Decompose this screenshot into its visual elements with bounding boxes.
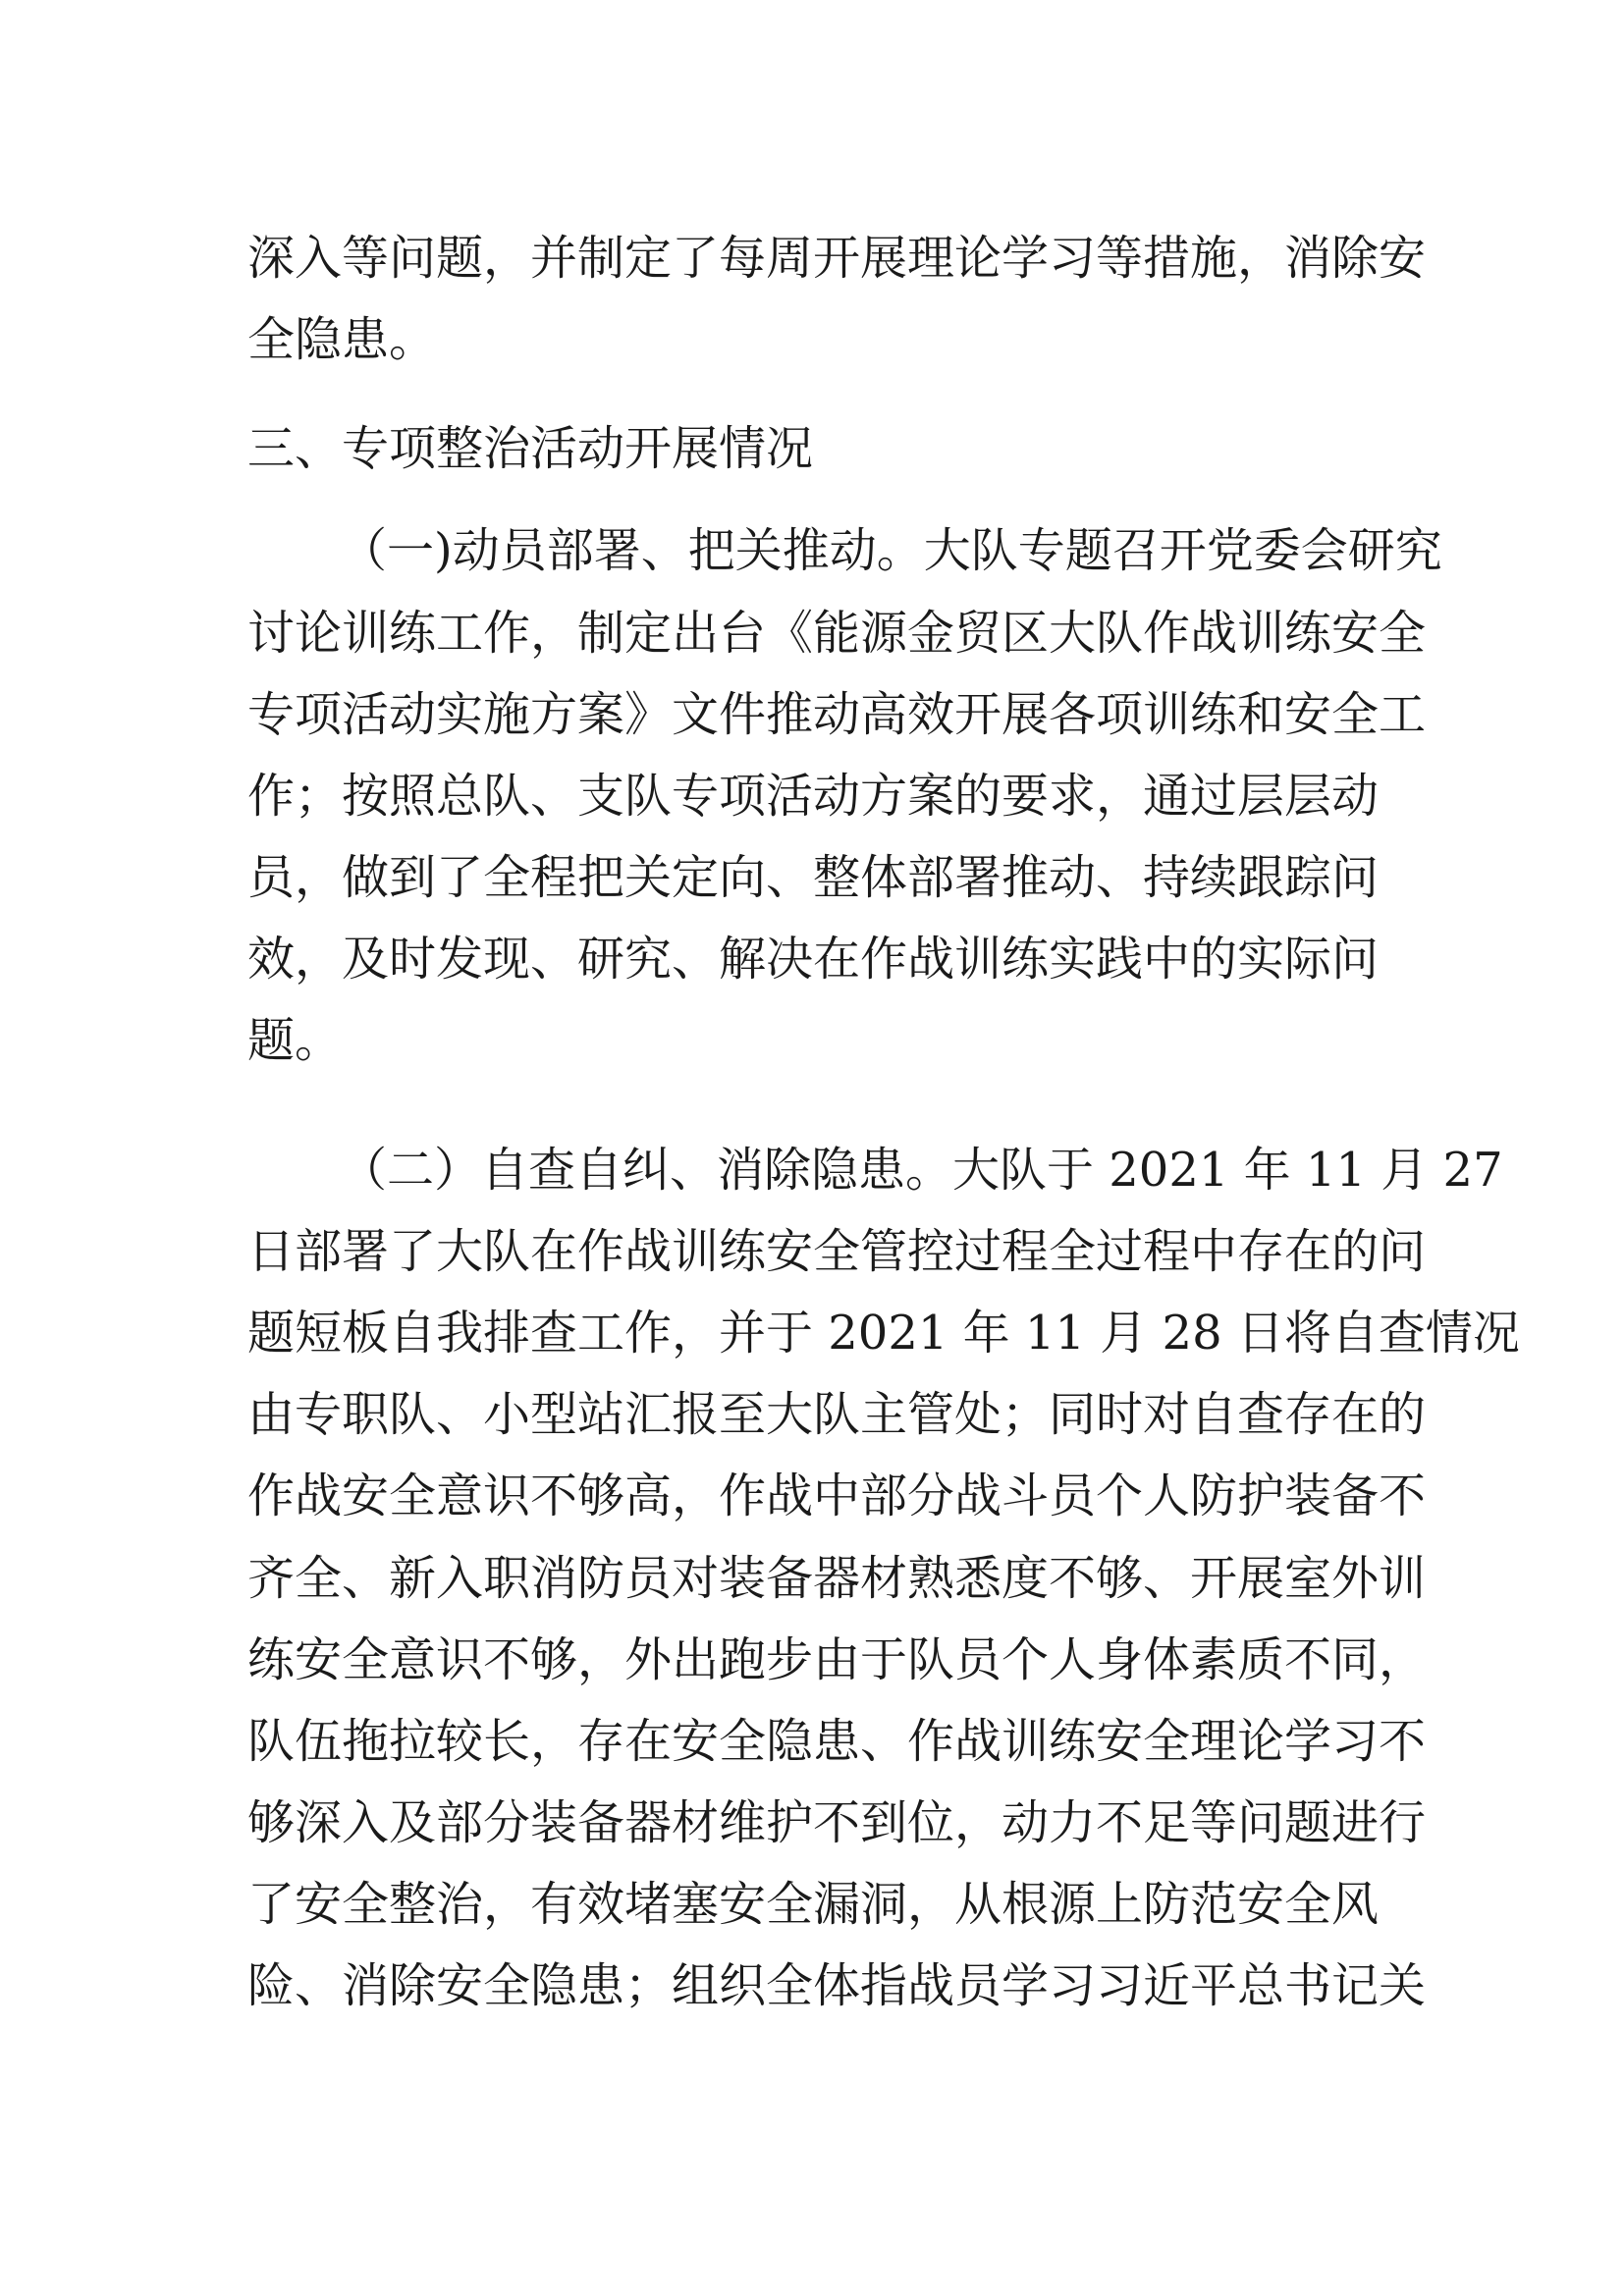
paragraph-1-line-4: 作；按照总队、支队专项活动方案的要求，通过层层动 xyxy=(247,769,1380,824)
paragraph-1-line-2: 讨论训练工作，制定出台《能源金贸区大队作战训练安全 xyxy=(247,606,1427,661)
section-heading: 三、专项整治活动开展情况 xyxy=(247,421,814,476)
paragraph-2-line-11: 险、消除安全隐患；组织全体指战员学习习近平总书记关 xyxy=(247,1958,1427,2013)
paragraph-2-line-7: 练安全意识不够，外出跑步由于队员个人身体素质不同， xyxy=(247,1632,1427,1687)
paragraph-2-line-5: 作战安全意识不够高，作战中部分战斗员个人防护装备不 xyxy=(247,1468,1427,1523)
paragraph-1-line-6: 效，及时发现、研究、解决在作战训练实践中的实际问 xyxy=(247,932,1380,987)
paragraph-2-line-2: 日部署了大队在作战训练安全管控过程全过程中存在的问 xyxy=(247,1224,1427,1279)
paragraph-1-line-5: 员，做到了全程把关定向、整体部署推动、持续跟踪问 xyxy=(247,850,1380,905)
paragraph-2-line-3: 题短板自我排查工作，并于 2021 年 11 月 28 日将自查情况 xyxy=(247,1306,1520,1361)
paragraph-2-line-6: 齐全、新入职消防员对装备器材熟悉度不够、开展室外训 xyxy=(247,1551,1427,1606)
continuation-line-1: 深入等问题，并制定了每周开展理论学习等措施，消除安 xyxy=(247,231,1427,286)
paragraph-1-line-3: 专项活动实施方案》文件推动高效开展各项训练和安全工 xyxy=(247,687,1427,742)
paragraph-2-line-8: 队伍拖拉较长，存在安全隐患、作战训练安全理论学习不 xyxy=(247,1714,1427,1769)
paragraph-2-line-4: 由专职队、小型站汇报至大队主管处；同时对自查存在的 xyxy=(247,1387,1427,1442)
paragraph-2-line-10: 了安全整治，有效堵塞安全漏洞，从根源上防范安全风 xyxy=(247,1877,1380,1932)
paragraph-2-line-9: 够深入及部分装备器材维护不到位，动力不足等问题进行 xyxy=(247,1795,1427,1850)
paragraph-1-line-7: 题。 xyxy=(247,1013,343,1068)
paragraph-2-line-1: （二）自查自纠、消除隐患。大队于 2021 年 11 月 27 xyxy=(340,1143,1503,1198)
continuation-line-2: 全隐患。 xyxy=(247,312,437,367)
paragraph-1-line-1: （一)动员部署、把关推动。大队专题召开党委会研究 xyxy=(340,523,1442,578)
